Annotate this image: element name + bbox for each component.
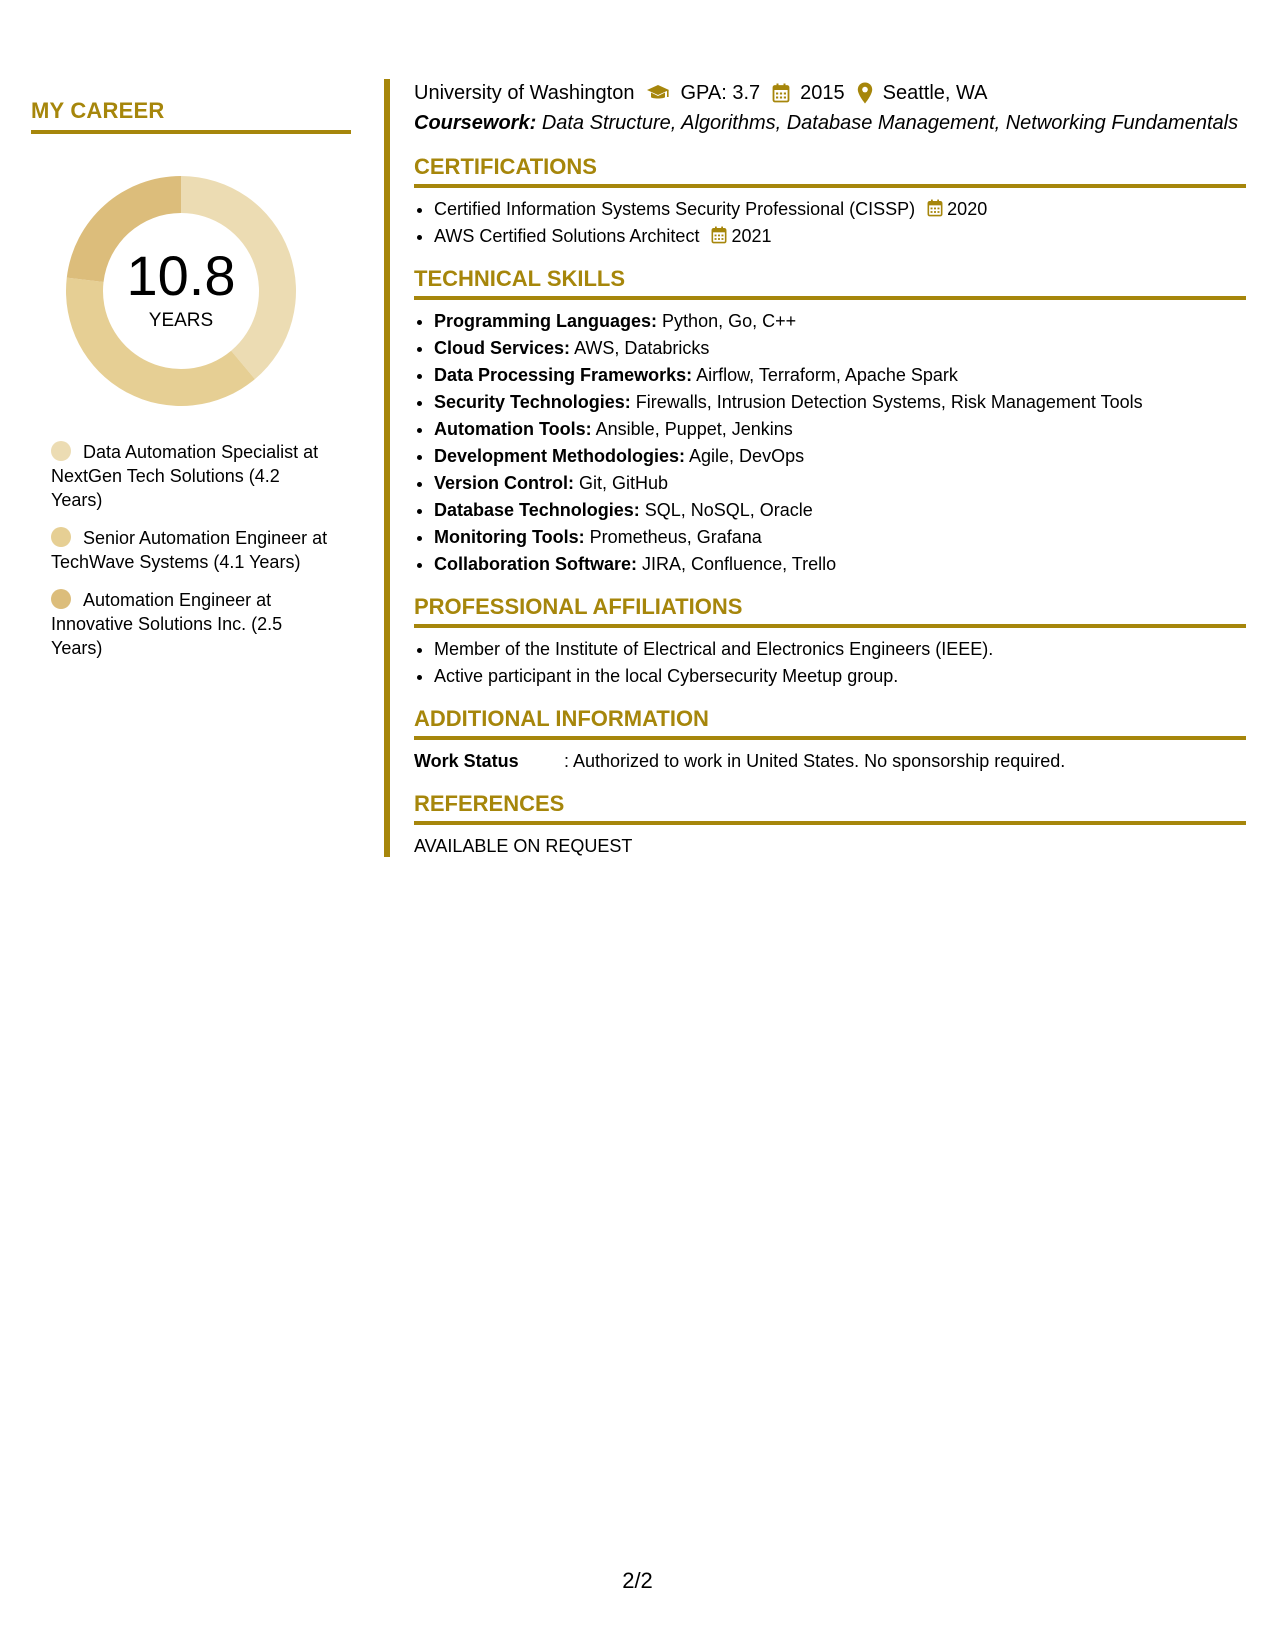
- skill-value: Agile, DevOps: [689, 446, 805, 466]
- skill-label: Collaboration Software:: [434, 554, 638, 574]
- graduation-year: 2015: [800, 82, 845, 104]
- gpa: GPA: 3.7: [680, 82, 761, 104]
- career-donut-chart: [66, 176, 296, 406]
- main-content: [414, 78, 1246, 860]
- affiliations-list: [414, 636, 1246, 690]
- skill-label: Data Processing Frameworks:: [434, 365, 693, 385]
- skill-value: Ansible, Puppet, Jenkins: [595, 419, 793, 439]
- work-status-label: Work Status: [414, 751, 519, 771]
- skill-value: Firewalls, Intrusion Detection Systems, Risk Management Tools: [635, 392, 1143, 412]
- legend-dot: [51, 527, 71, 547]
- list-item: • Member of the Institute of Electrical and Electronics Engineers (IEEE).: [434, 636, 1246, 663]
- coursework-label: Coursework:: [414, 112, 537, 134]
- calendar-icon: [772, 83, 790, 103]
- legend-label: Automation Engineer at Innovative Solutions Inc. (2.5 Years): [51, 590, 283, 658]
- skill-label: Version Control:: [434, 473, 575, 493]
- total-years-unit: YEARS: [148, 310, 214, 331]
- page-number: 2/2: [622, 1568, 653, 1593]
- skill-value: Python, Go, C++: [662, 311, 797, 331]
- list-item: [434, 223, 1246, 250]
- skill-label: Database Technologies:: [434, 500, 640, 520]
- certification-year: 2020: [947, 199, 988, 219]
- legend-dot: [51, 589, 71, 609]
- coursework: [414, 108, 1246, 138]
- legend-item: [51, 588, 331, 660]
- skills-title: TECHNICAL SKILLS: [414, 266, 1246, 300]
- references-text: AVAILABLE ON REQUEST: [414, 836, 633, 856]
- work-status-row: [414, 748, 1246, 775]
- legend-label: Senior Automation Engineer at TechWave Systems (4.1 Years): [51, 528, 328, 572]
- education-line: [414, 78, 1246, 108]
- school-name: University of Washington: [414, 82, 635, 104]
- skill-value: Prometheus, Grafana: [589, 527, 762, 547]
- additional-info-title: ADDITIONAL INFORMATION: [414, 706, 1246, 740]
- list-item: [434, 308, 1246, 335]
- career-sidebar: [31, 88, 351, 674]
- list-item: [434, 416, 1246, 443]
- references-title: REFERENCES: [414, 791, 1246, 825]
- skill-value: SQL, NoSQL, Oracle: [644, 500, 813, 520]
- skill-label: Automation Tools:: [434, 419, 592, 439]
- list-item: [434, 551, 1246, 578]
- skill-label: Monitoring Tools:: [434, 527, 585, 547]
- list-item: • Active participant in the local Cybersecurity Meetup group.: [434, 663, 1246, 690]
- list-item: [434, 362, 1246, 389]
- map-pin-icon: [857, 82, 873, 104]
- skill-value: Airflow, Terraform, Apache Spark: [696, 365, 958, 385]
- affiliations-title: PROFESSIONAL AFFILIATIONS: [414, 594, 1246, 628]
- list-item: [434, 389, 1246, 416]
- skill-value: Git, GitHub: [579, 473, 669, 493]
- total-years-value: 10.8: [126, 244, 236, 307]
- career-legend: [51, 440, 331, 660]
- skill-label: Development Methodologies:: [434, 446, 686, 466]
- list-item: [434, 443, 1246, 470]
- list-item: [434, 497, 1246, 524]
- skill-value: JIRA, Confluence, Trello: [642, 554, 837, 574]
- calendar-icon: [711, 226, 727, 244]
- skill-label: Programming Languages:: [434, 311, 658, 331]
- legend-item: [51, 440, 331, 512]
- certifications-title: CERTIFICATIONS: [414, 154, 1246, 188]
- skill-value: AWS, Databricks: [574, 338, 710, 358]
- list-item: [434, 335, 1246, 362]
- legend-dot: [51, 441, 71, 461]
- legend-label: Data Automation Specialist at NextGen Tech Solutions (4.2 Years): [51, 442, 319, 510]
- certification-name: AWS Certified Solutions Architect: [434, 226, 700, 246]
- certifications-list: [414, 196, 1246, 250]
- career-title: MY CAREER: [31, 98, 351, 134]
- list-item: [434, 470, 1246, 497]
- skills-list: [414, 308, 1246, 578]
- graduation-cap-icon: [646, 84, 670, 102]
- calendar-icon: [927, 199, 943, 217]
- legend-item: [51, 526, 331, 574]
- work-status-value: : Authorized to work in United States. No sponsorship required.: [564, 751, 1066, 771]
- column-divider: [384, 79, 390, 857]
- list-item: [434, 524, 1246, 551]
- school-location: Seattle, WA: [882, 82, 988, 104]
- certification-name: Certified Information Systems Security Professional (CISSP): [434, 199, 916, 219]
- coursework-list: Data Structure, Algorithms, Database Management, Networking Fundamentals: [541, 112, 1239, 134]
- skill-label: Cloud Services:: [434, 338, 571, 358]
- skill-label: Security Technologies:: [434, 392, 631, 412]
- list-item: [434, 196, 1246, 223]
- certification-year: 2021: [731, 226, 772, 246]
